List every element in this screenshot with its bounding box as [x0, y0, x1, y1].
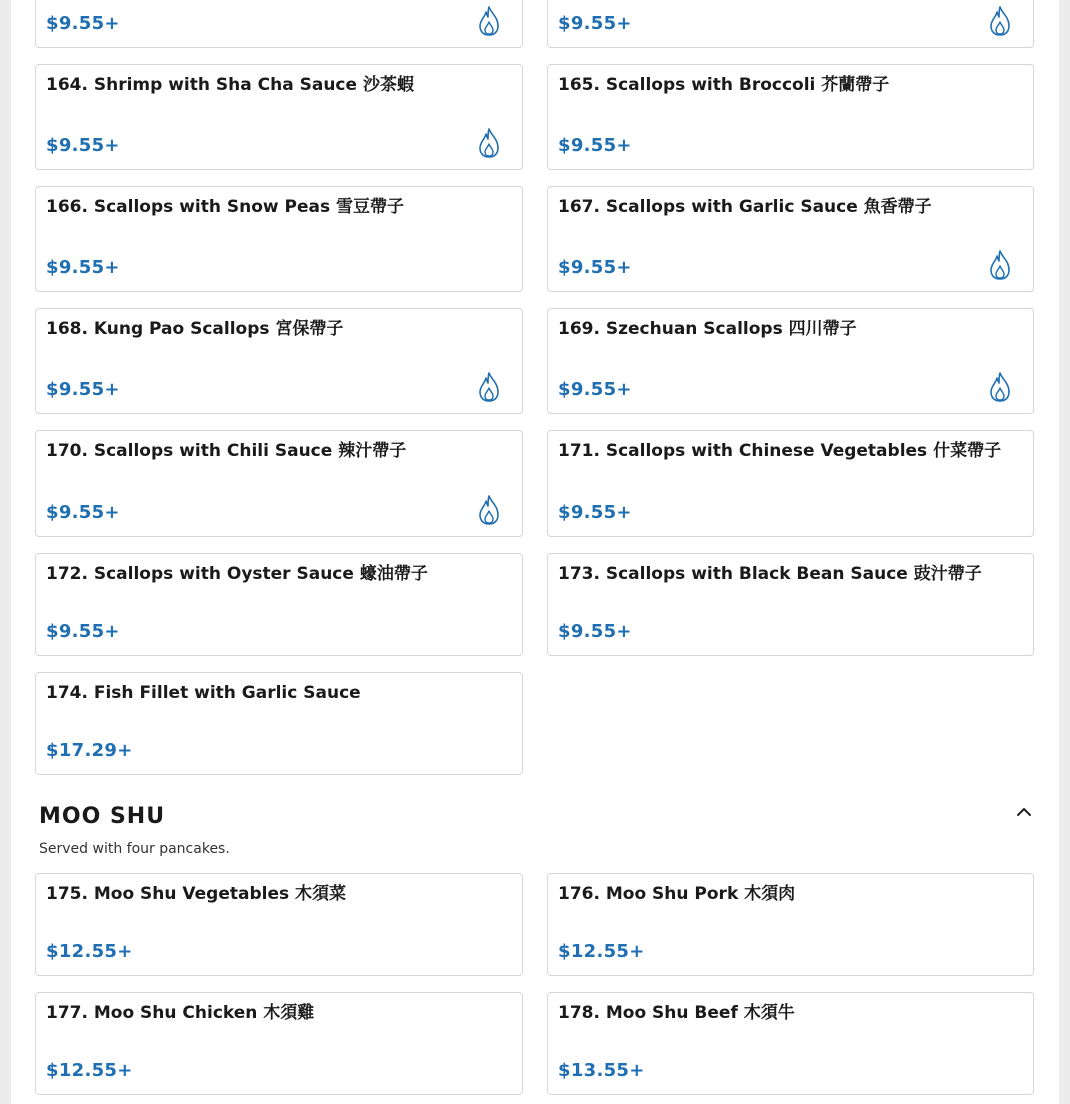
menu-item-card[interactable]	[547, 0, 1034, 48]
seafood-items-grid	[35, 0, 1034, 775]
menu-item-price: $9.55+	[46, 621, 120, 642]
menu-item-name: 175. Moo Shu Vegetables 木須菜	[46, 884, 347, 904]
menu-item-price: $9.55+	[558, 13, 632, 34]
menu-item-card[interactable]	[547, 553, 1034, 656]
menu-item-price: $13.55+	[558, 1060, 645, 1081]
menu-item-name: 164. Shrimp with Sha Cha Sauce 沙茶蝦	[46, 75, 414, 95]
menu-item-name: 174. Fish Fillet with Garlic Sauce	[46, 683, 361, 703]
menu-item-name: 173. Scallops with Black Bean Sauce 豉汁帶子	[558, 564, 982, 584]
flame-icon	[476, 127, 502, 159]
flame-icon	[476, 5, 502, 37]
menu-item-price: $9.55+	[46, 257, 120, 278]
menu-item-card[interactable]	[547, 186, 1034, 292]
menu-item-price: $9.55+	[558, 257, 632, 278]
menu-item-price: $12.55+	[46, 1060, 133, 1081]
menu-item-card[interactable]	[35, 308, 523, 414]
moo-shu-section-header	[39, 798, 1034, 838]
menu-item-price: $9.55+	[558, 621, 632, 642]
menu-item-name: 166. Scallops with Snow Peas 雪豆帶子	[46, 197, 405, 217]
menu-item-price: $12.55+	[46, 941, 133, 962]
chevron-up-icon[interactable]	[1014, 802, 1034, 822]
flame-icon	[987, 371, 1013, 403]
menu-item-card[interactable]	[35, 186, 523, 292]
menu-page	[11, 0, 1059, 1104]
menu-item-card[interactable]	[547, 873, 1034, 976]
menu-item-price: $9.55+	[46, 135, 120, 156]
flame-icon	[987, 5, 1013, 37]
flame-icon	[476, 494, 502, 526]
menu-item-card[interactable]	[35, 992, 523, 1095]
menu-item-card[interactable]	[547, 430, 1034, 537]
menu-item-name: 176. Moo Shu Pork 木須肉	[558, 884, 796, 904]
menu-item-name: 172. Scallops with Oyster Sauce 蠔油帶子	[46, 564, 428, 584]
menu-item-name: 165. Scallops with Broccoli 芥蘭帶子	[558, 75, 890, 95]
flame-icon	[987, 249, 1013, 281]
menu-item-price: $9.55+	[46, 13, 120, 34]
menu-item-card[interactable]	[547, 308, 1034, 414]
menu-item-card[interactable]	[547, 64, 1034, 170]
section-title: MOO SHU	[39, 804, 166, 829]
menu-item-price: $12.55+	[558, 941, 645, 962]
menu-item-name: 170. Scallops with Chili Sauce 辣汁帶子	[46, 441, 407, 461]
menu-item-name: 171. Scallops with Chinese Vegetables 什菜帶子	[558, 441, 1002, 461]
section-description: Served with four pancakes.	[39, 841, 230, 857]
menu-item-card[interactable]	[35, 873, 523, 976]
flame-icon	[476, 371, 502, 403]
menu-item-card[interactable]	[547, 992, 1034, 1095]
menu-item-price: $9.55+	[46, 379, 120, 400]
menu-item-name: 178. Moo Shu Beef 木須牛	[558, 1003, 795, 1023]
menu-item-price: $9.55+	[558, 135, 632, 156]
menu-item-price: $17.29+	[46, 740, 133, 761]
menu-item-price: $9.55+	[46, 502, 120, 523]
menu-item-price: $9.55+	[558, 502, 632, 523]
menu-item-card[interactable]	[35, 553, 523, 656]
menu-item-card[interactable]	[35, 64, 523, 170]
menu-item-card[interactable]	[35, 0, 523, 48]
menu-item-name: 169. Szechuan Scallops 四川帶子	[558, 319, 857, 339]
menu-item-name: 168. Kung Pao Scallops 宮保帶子	[46, 319, 344, 339]
menu-item-name: 167. Scallops with Garlic Sauce 魚香帶子	[558, 197, 932, 217]
moo-shu-items-grid	[35, 873, 1034, 1095]
menu-item-name: 177. Moo Shu Chicken 木須雞	[46, 1003, 315, 1023]
menu-item-card[interactable]	[35, 672, 523, 775]
menu-item-card[interactable]	[35, 430, 523, 537]
menu-item-price: $9.55+	[558, 379, 632, 400]
